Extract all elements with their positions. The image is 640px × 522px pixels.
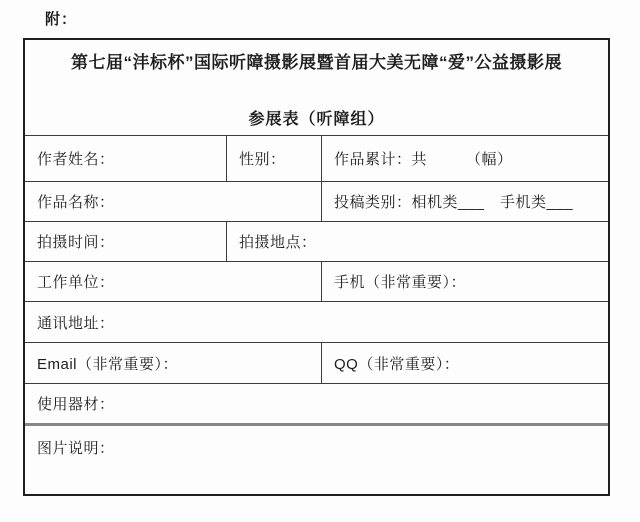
cell-work-unit[interactable]: 工作单位： bbox=[37, 274, 115, 291]
cell-mobile[interactable]: 手机（非常重要）： bbox=[321, 262, 608, 301]
row-work-title-category bbox=[25, 181, 608, 221]
cell-shoot-time[interactable]: 拍摄时间： bbox=[37, 234, 115, 251]
cell-equipment[interactable]: 使用器材： bbox=[37, 396, 115, 413]
form-title: 第七届“沣标杯”国际听障摄影展暨首届大美无障“爱”公益摄影展 bbox=[71, 53, 562, 72]
cell-works-total[interactable]: 作品累计：共 （幅） bbox=[321, 136, 608, 181]
attachment-label: 附： bbox=[45, 11, 78, 28]
form-subtitle: 参展表（听障组） bbox=[248, 111, 385, 128]
cell-mailing-address[interactable]: 通讯地址： bbox=[37, 314, 115, 332]
cell-qq[interactable]: QQ（非常重要）： bbox=[321, 343, 608, 383]
cell-gender[interactable]: 性别： bbox=[226, 136, 321, 181]
row-photo-description bbox=[25, 423, 608, 494]
row-email-qq bbox=[25, 342, 608, 383]
row-shoot-time-location bbox=[25, 221, 608, 261]
cell-shoot-location[interactable]: 拍摄地点： bbox=[226, 222, 608, 261]
row-equipment bbox=[25, 383, 608, 423]
row-author-gender-total bbox=[25, 135, 608, 181]
row-mailing-address bbox=[25, 301, 608, 342]
cell-author-name[interactable]: 作者姓名： bbox=[37, 151, 115, 168]
cell-submission-category[interactable]: 投稿类别：相机类___ 手机类___ bbox=[321, 182, 608, 221]
form-header-cell bbox=[25, 40, 608, 135]
cell-work-title[interactable]: 作品名称： bbox=[37, 194, 115, 211]
cell-photo-description[interactable]: 图片说明： bbox=[37, 440, 115, 457]
cell-email[interactable]: Email（非常重要）： bbox=[37, 355, 179, 373]
entry-form-table bbox=[23, 38, 610, 496]
row-unit-mobile bbox=[25, 261, 608, 301]
